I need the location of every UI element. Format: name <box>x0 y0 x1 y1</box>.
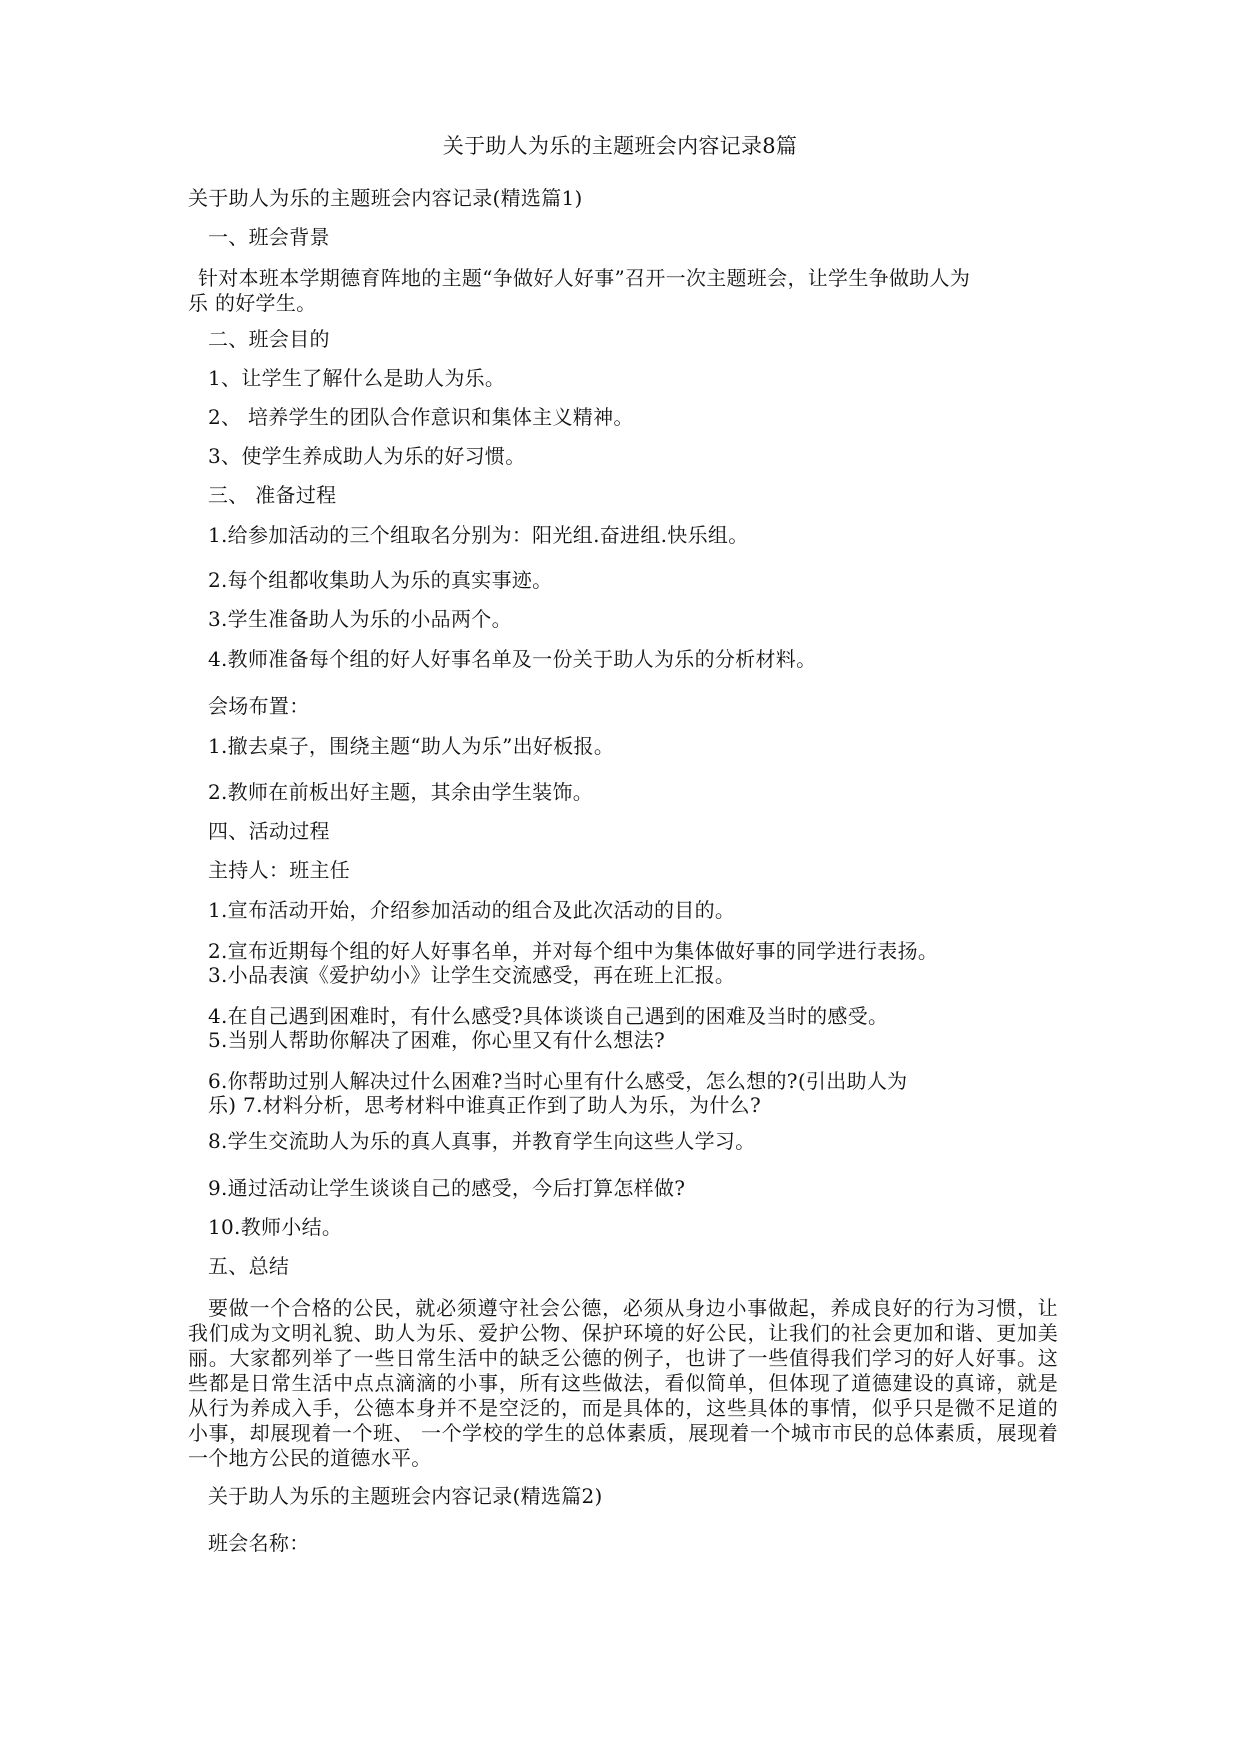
process-item: 5.当别人帮助你解决了困难，你心里又有什么想法? <box>208 1028 666 1052</box>
venue-heading: 会场布置： <box>208 694 310 718</box>
venue-item: 1.撤去桌子，围绕主题“助人为乐”出好板报。 <box>208 734 615 758</box>
prep-item: 3.学生准备助人为乐的小品两个。 <box>208 607 512 631</box>
summary-paragraph: 要做一个合格的公民，就必须遵守社会公德，必须从身边小事做起，养成良好的行为习惯，让我们成为文明礼貌、助人为乐、爱护公物、保护环境的好公民，让我们的社会更加和谐、更加美丽。大家都列举了一些日常生活中的缺乏公德的例子，也讲了一些值得我们学习的好人好事。这些都是日常生活中点点滴滴的小事，所有这些做法，看似简单，但体现了道德建设的真谛，就是从行为养成入手，公德本身并不是空泛的，而是具体的，这些具体的事情，似乎只是微不足道的小事，却展现着一个班、 一个学校的学生的总体素质，展现着一个城市市民的总体素质，展现着一个地方公民的道德水平。 <box>188 1296 1058 1470</box>
prep-item: 1.给参加活动的三个组取名分别为：阳光组.奋进组.快乐组。 <box>208 523 749 547</box>
process-item: 1.宣布活动开始，介绍参加活动的组合及此次活动的目的。 <box>208 898 736 922</box>
goal-heading: 二、班会目的 <box>208 327 330 351</box>
section-heading-1: 关于助人为乐的主题班会内容记录(精选篇1) <box>188 186 583 210</box>
process-item: 9.通过活动让学生谈谈自己的感受，今后打算怎样做? <box>208 1176 686 1200</box>
process-item: 3.小品表演《爱护幼小》让学生交流感受，再在班上汇报。 <box>208 963 736 987</box>
goal-item: 2、 培养学生的团队合作意识和集体主义精神。 <box>208 405 634 429</box>
meeting-name-label: 班会名称： <box>208 1531 310 1555</box>
goal-item: 1、让学生了解什么是助人为乐。 <box>208 366 506 390</box>
process-heading: 四、活动过程 <box>208 819 330 843</box>
background-heading: 一、班会背景 <box>208 225 330 249</box>
section-heading-2: 关于助人为乐的主题班会内容记录(精选篇2) <box>208 1484 603 1508</box>
prep-item: 2.每个组都收集助人为乐的真实事迹。 <box>208 568 553 592</box>
venue-item: 2.教师在前板出好主题，其余由学生装饰。 <box>208 780 594 804</box>
background-text-line-2: 乐 的好学生。 <box>188 291 317 315</box>
goal-item: 3、使学生养成助人为乐的好习惯。 <box>208 444 526 468</box>
summary-heading: 五、总结 <box>208 1254 290 1278</box>
process-item: 8.学生交流助人为乐的真人真事，并教育学生向这些人学习。 <box>208 1129 756 1153</box>
background-text-line-1: 针对本班本学期德育阵地的主题“争做好人好事”召开一次主题班会，让学生争做助人为 <box>198 266 971 290</box>
process-item: 6.你帮助过别人解决过什么困难?当时心里有什么感受，怎么想的?(引出助人为 <box>208 1069 908 1093</box>
prep-heading: 三、 准备过程 <box>208 483 337 507</box>
process-item: 乐) 7.材料分析，思考材料中谁真正作到了助人为乐，为什么? <box>208 1093 761 1117</box>
document-title: 关于助人为乐的主题班会内容记录8篇 <box>442 134 798 158</box>
prep-item: 4.教师准备每个组的好人好事名单及一份关于助人为乐的分析材料。 <box>208 647 817 671</box>
process-item: 2.宣布近期每个组的好人好事名单，并对每个组中为集体做好事的同学进行表扬。 <box>208 939 939 963</box>
process-item: 10.教师小结。 <box>208 1215 343 1239</box>
host-line: 主持人：班主任 <box>208 858 351 882</box>
process-item: 4.在自己遇到困难时，有什么感受?具体谈谈自己遇到的困难及当时的感受。 <box>208 1004 889 1028</box>
